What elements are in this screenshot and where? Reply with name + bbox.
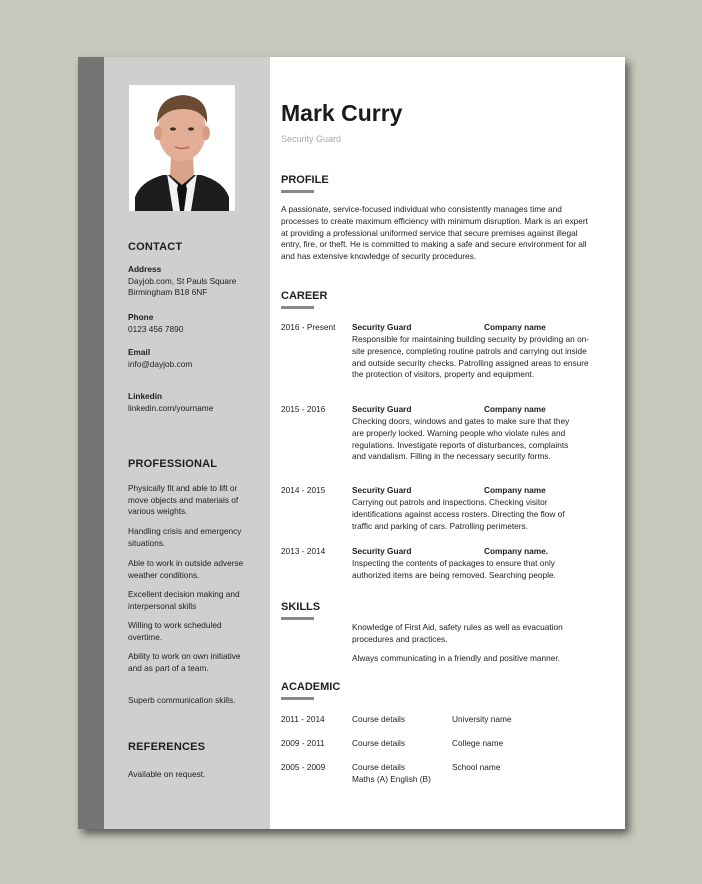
- professional-item: Handling crisis and emergency situations.: [128, 526, 242, 548]
- skill-item: Knowledge of First Aid, safety rules as well as evacuation procedures and practices.: [352, 622, 563, 644]
- career-heading: CAREER: [281, 290, 328, 302]
- candidate-role: Security Guard: [281, 134, 342, 144]
- job-description: Carrying out patrols and inspections. Checking visitor identifications against access rosters. Directing the flow of traffic and parking of cars. Patrolling perimeters.: [352, 497, 565, 531]
- skills-heading: SKILLS: [281, 601, 321, 613]
- professional-heading: PROFESSIONAL: [128, 458, 218, 470]
- academic-dates: 2009 - 2011: [281, 738, 325, 748]
- academic-course: Course details: [352, 762, 406, 772]
- job-description: Inspecting the contents of packages to ensure that only authorized items are being removed. Searching people.: [352, 558, 556, 580]
- linkedin-value[interactable]: linkedin.com/yourname: [128, 402, 214, 413]
- job-company: Company name: [484, 322, 546, 332]
- profile-text: A passionate, service-focused individual who consistently manages time and processes to create maximum efficiency with minimum disruption. Mark is an expert at providing a professional uniformed service that secure premises against illegal entry, fire, or theft. He is committed to making a safe and secure environment for all and has extensive knowledge of security procedures.: [281, 204, 588, 262]
- address-line-1: Dayjob.com, St Pauls Square: [128, 275, 237, 286]
- academic-school: University name: [452, 714, 512, 724]
- academic-course: Course details: [352, 714, 406, 724]
- email-block: [128, 347, 253, 370]
- job-dates: 2016 - Present: [281, 322, 336, 332]
- academic-dates: 2005 - 2009: [281, 762, 326, 772]
- resume-page: [78, 57, 625, 829]
- references-text: Available on request.: [128, 769, 206, 779]
- skills-underline: [281, 617, 314, 620]
- contact-heading: CONTACT: [128, 241, 183, 253]
- profile-photo: [129, 85, 235, 211]
- academic-course: Course details: [352, 738, 406, 748]
- email-value[interactable]: info@dayjob.com: [128, 358, 193, 369]
- job-title: Security Guard: [352, 546, 412, 556]
- academic-dates: 2011 - 2014: [281, 714, 325, 724]
- address-line-2: Birmingham B18 6NF: [128, 287, 208, 298]
- professional-item: Excellent decision making and interpersonal skills: [128, 589, 240, 611]
- career-underline: [281, 306, 314, 309]
- academic-grades: Maths (A) English (B): [352, 774, 431, 784]
- candidate-name: Mark Curry: [281, 100, 403, 126]
- professional-item: Ability to work on own initiative and as part of a team.: [128, 651, 241, 673]
- job-title: Security Guard: [352, 485, 412, 495]
- profile-heading: PROFILE: [281, 174, 329, 186]
- job-dates: 2013 - 2014: [281, 546, 326, 556]
- phone-value: 0123 456 7890: [128, 323, 184, 334]
- references-heading: REFERENCES: [128, 741, 206, 753]
- job-dates: 2014 - 2015: [281, 485, 326, 495]
- job-description: Checking doors, windows and gates to make sure that they are properly locked. Warning people who violate rules and regulations. Investigate reports of disturbances, complaints and vandalism. Filling in the necessary security forms.: [352, 416, 570, 462]
- academic-heading: ACADEMIC: [281, 681, 341, 693]
- address-block: [128, 264, 253, 299]
- professional-item: Superb communication skills.: [128, 695, 236, 705]
- address-label: Address: [128, 264, 162, 274]
- job-company: Company name.: [484, 546, 549, 556]
- linkedin-label: Linkedin: [128, 391, 163, 401]
- job-title: Security Guard: [352, 404, 412, 414]
- professional-item: Willing to work scheduled overtime.: [128, 620, 222, 642]
- phone-block: [128, 312, 253, 335]
- job-company: Company name: [484, 485, 546, 495]
- linkedin-block: [128, 391, 253, 414]
- left-accent-strip: [78, 57, 104, 829]
- academic-school: College name: [452, 738, 504, 748]
- job-description: Responsible for maintaining building security by providing an on-site presence, completing routine patrols and carrying out inside and outside security checks. Patrolling assigned areas to ensure the protection of visitors, property and equipment.: [352, 334, 590, 380]
- job-title: Security Guard: [352, 322, 412, 332]
- academic-underline: [281, 697, 314, 700]
- job-dates: 2015 - 2016: [281, 404, 326, 414]
- profile-underline: [281, 190, 314, 193]
- professional-item: Able to work in outside adverse weather conditions.: [128, 558, 244, 580]
- professional-item: Physically fit and able to lift or move objects and materials of various weights.: [128, 483, 239, 517]
- phone-label: Phone: [128, 312, 154, 322]
- academic-school: School name: [452, 762, 501, 772]
- skill-item: Always communicating in a friendly and positive manner.: [352, 653, 560, 663]
- job-company: Company name: [484, 404, 546, 414]
- email-label: Email: [128, 347, 151, 357]
